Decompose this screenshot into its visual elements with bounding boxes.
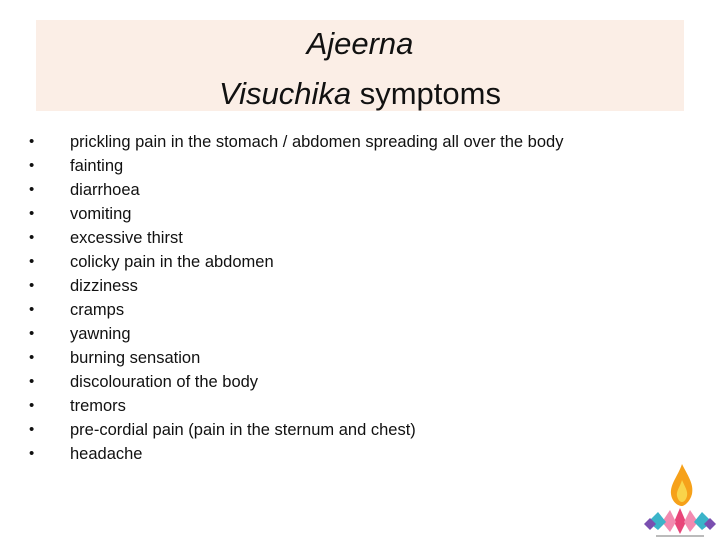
symptom-text: fainting (70, 157, 124, 175)
list-item (29, 226, 669, 250)
symptom-text: yawning (70, 325, 131, 343)
list-item (29, 202, 669, 226)
list-item (29, 322, 669, 346)
list-item (29, 346, 669, 370)
symptom-text: dizziness (70, 277, 138, 295)
symptom-text: colicky pain in the abdomen (70, 253, 274, 271)
lamp-logo-icon (640, 460, 720, 540)
slide-title-box (36, 20, 684, 111)
list-item (29, 274, 669, 298)
bullet-icon: • (29, 325, 35, 342)
symptom-text: discolouration of the body (70, 373, 259, 391)
symptom-text: tremors (70, 397, 126, 415)
bullet-icon: • (29, 421, 35, 438)
bullet-icon: • (29, 253, 35, 270)
logo-caption-bar (656, 535, 704, 537)
bullet-icon: • (29, 229, 35, 246)
slide-title-italic-word: Visuchika (219, 76, 352, 111)
bullet-icon: • (29, 349, 35, 366)
list-item (29, 154, 669, 178)
bullet-icon: • (29, 133, 35, 150)
list-item (29, 442, 669, 466)
bullet-icon: • (29, 397, 35, 414)
list-item (29, 370, 669, 394)
symptom-text: headache (70, 445, 143, 463)
bullet-icon: • (29, 205, 35, 222)
list-item (29, 394, 669, 418)
bullet-icon: • (29, 301, 35, 318)
list-item (29, 298, 669, 322)
symptom-text: pre-cordial pain (pain in the sternum and chest) (70, 421, 416, 439)
list-item (29, 178, 669, 202)
symptom-text: vomiting (70, 205, 132, 223)
bullet-icon: • (29, 373, 35, 390)
list-item (29, 250, 669, 274)
slide-title-rest: symptoms (351, 76, 501, 111)
lotus-petals-shape (644, 508, 716, 534)
symptom-list (29, 130, 669, 466)
symptom-text: cramps (70, 301, 125, 319)
symptom-text: excessive thirst (70, 229, 183, 247)
list-item (29, 418, 669, 442)
bullet-icon: • (29, 157, 35, 174)
bullet-icon: • (29, 181, 35, 198)
symptom-text: diarrhoea (70, 181, 140, 199)
slide-title-line1: Ajeerna (306, 26, 414, 61)
symptom-text: prickling pain in the stomach / abdomen spreading all over the body (70, 133, 564, 151)
symptom-text: burning sensation (70, 349, 201, 367)
list-item (29, 130, 669, 154)
bullet-icon: • (29, 277, 35, 294)
slide-title-line2 (36, 74, 684, 114)
bullet-icon: • (29, 445, 35, 462)
